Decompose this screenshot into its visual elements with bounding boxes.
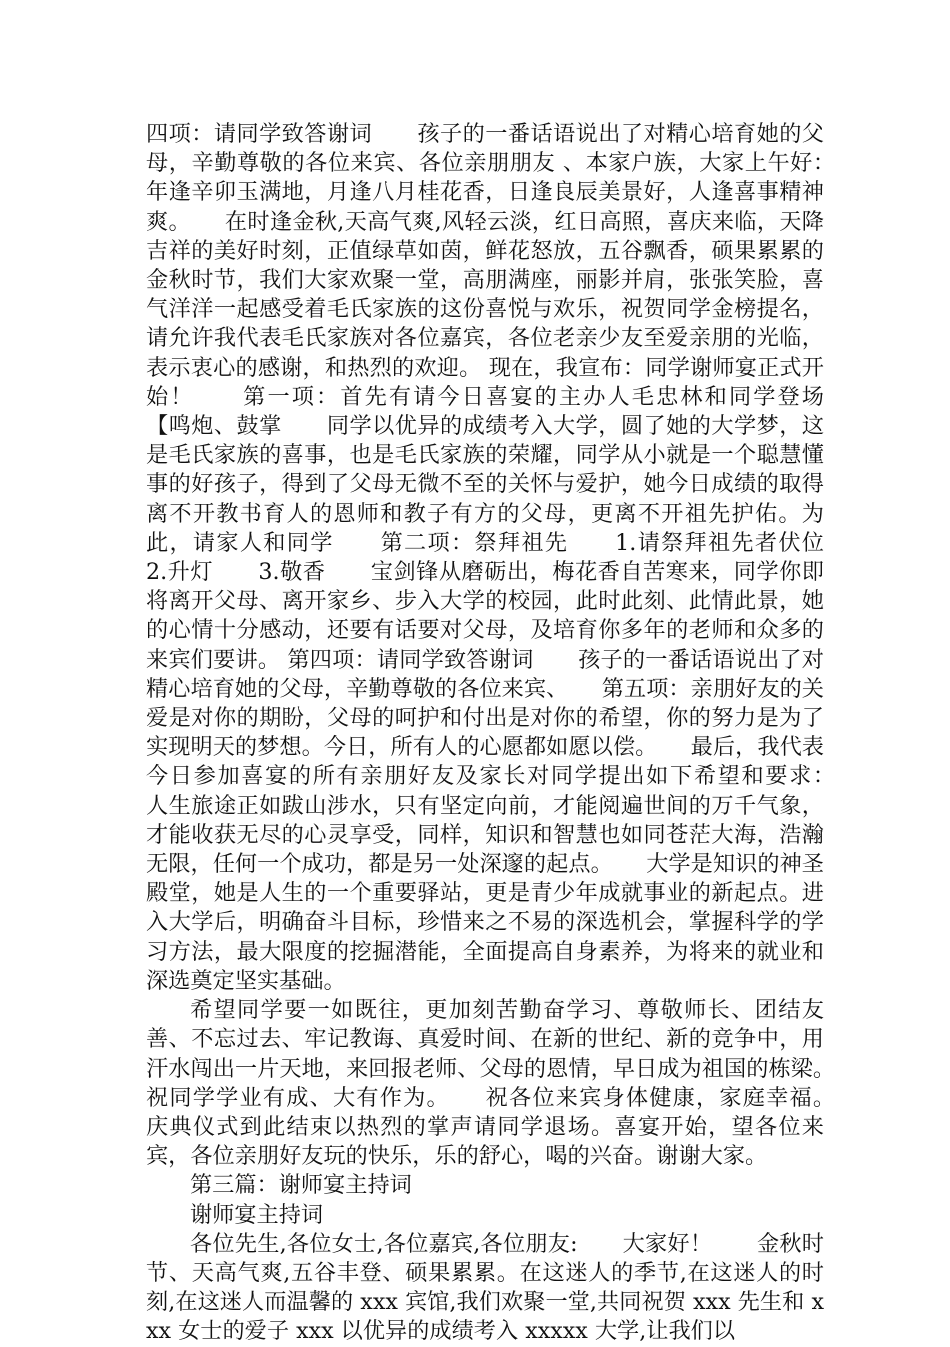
body-paragraph: 四项：请同学致答谢词 孩子的一番话语说出了对精心培育她的父母，辛勤尊敬的各位来宾、各位亲朋朋友 、本家户族，大家上午好： 年逢辛卯玉满地，月逢八月桂花香，日逢良辰美景好，人逢喜事精神爽。 在时逢金秋,天高气爽,风轻云淡，红日高照，喜庆来临，天降吉祥的美好时刻，正值绿草如茵，鲜花怒放，五谷飘香，硕果累累的金秋时节，我们大家欢聚一堂，高朋满座，丽影并肩，张张笑脸，喜气洋洋一起感受着毛氏家族的这份喜悦与欢乐，祝贺同学金榜提名，请允许我代表毛氏家族对各位嘉宾，各位老亲少友至爱亲朋的光临，表示衷心的感谢，和热烈的欢迎。 现在，我宣布：同学谢师宴正式开始！ 第一项：首先有请今日喜宴的主办人毛忠林和同学登场 【鸣炮、鼓掌 同学以优异的成绩考入大学，圆了她的大学梦，这是毛氏家族的喜事，也是毛氏家族的荣耀，同学从小就是一个聪慧懂事的好孩子，得到了父母无微不至的关怀与爱护，她今日成绩的取得离不开教书育人的恩师和教子有方的父母，更离不开祖先护佑。为此，请家人和同学 第二项：祭拜祖先 1.请祭拜祖先者伏位 2.升灯 3.敬香 宝剑锋从磨砺出，梅花香自苦寒来，同学你即将离开父母、离开家乡、步入大学的校园，此时此刻、此情此景，她的心情十分感动，还要有话要对父母，及培育你多年的老师和众多的来宾们要讲。 第四项：请同学致答谢词 孩子的一番话语说出了对精心培育她的父母，辛勤尊敬的各位来宾、 第五项：亲朋好友的关爱是对你的期盼，父母的呵护和付出是对你的希望，你的努力是为了实现明天的梦想。今日，所有人的心愿都如愿以偿。 最后，我代表今日参加喜宴的所有亲朋好友及家长对同学提出如下希望和要求： 人生旅途正如跋山涉水，只有坚定向前，才能阅遍世间的万千气象，才能收获无尽的心灵享受，同样，知识和智慧也如同苍茫大海，浩瀚无限，任何一个成功，都是另一处深邃的起点。 大学是知识的神圣殿堂，她是人生的一个重要驿站，更是青少年成就事业的新起点。进入大学后，明确奋斗目标，珍惜来之不易的深选机会，掌握科学的学习方法，最大限度的挖掘潜能，全面提高自身素养，为将来的就业和深选奠定坚实基础。 <box>146 121 869 994</box>
body-paragraph: 希望同学要一如既往，更加刻苦勤奋学习、尊敬师长、团结友善、不忘过去、牢记教诲、真爱时间、在新的世纪、新的竞争中，用汗水闯出一片天地，来回报老师、父母的恩情，早日成为祖国的栋梁。 祝同学学业有成、大有作为。 祝各位来宾身体健康，家庭幸福。 庆典仪式到此结束以热烈的掌声请同学退场。喜宴开始，望各位来宾，各位亲朋好友玩的快乐，乐的舒心，喝的兴奋。谢谢大家。 <box>146 997 869 1170</box>
document-body <box>146 120 869 1347</box>
section-heading: 第三篇：谢师宴主持词 <box>190 1172 412 1199</box>
body-paragraph: 各位先生,各位女士,各位嘉宾,各位朋友: 大家好！ 金秋时节、天高气爽,五谷丰登、硕果累累。在这迷人的季节,在这迷人的时刻,在这迷人而温馨的 xxx 宾馆,我们欢聚一堂,共同祝贺 xxx 先生和 xxx 女士的爱子 xxx 以优异的成绩考入 xxxxx 大学,让我们以 <box>146 1230 824 1345</box>
section-subheading: 谢师宴主持词 <box>190 1201 324 1228</box>
